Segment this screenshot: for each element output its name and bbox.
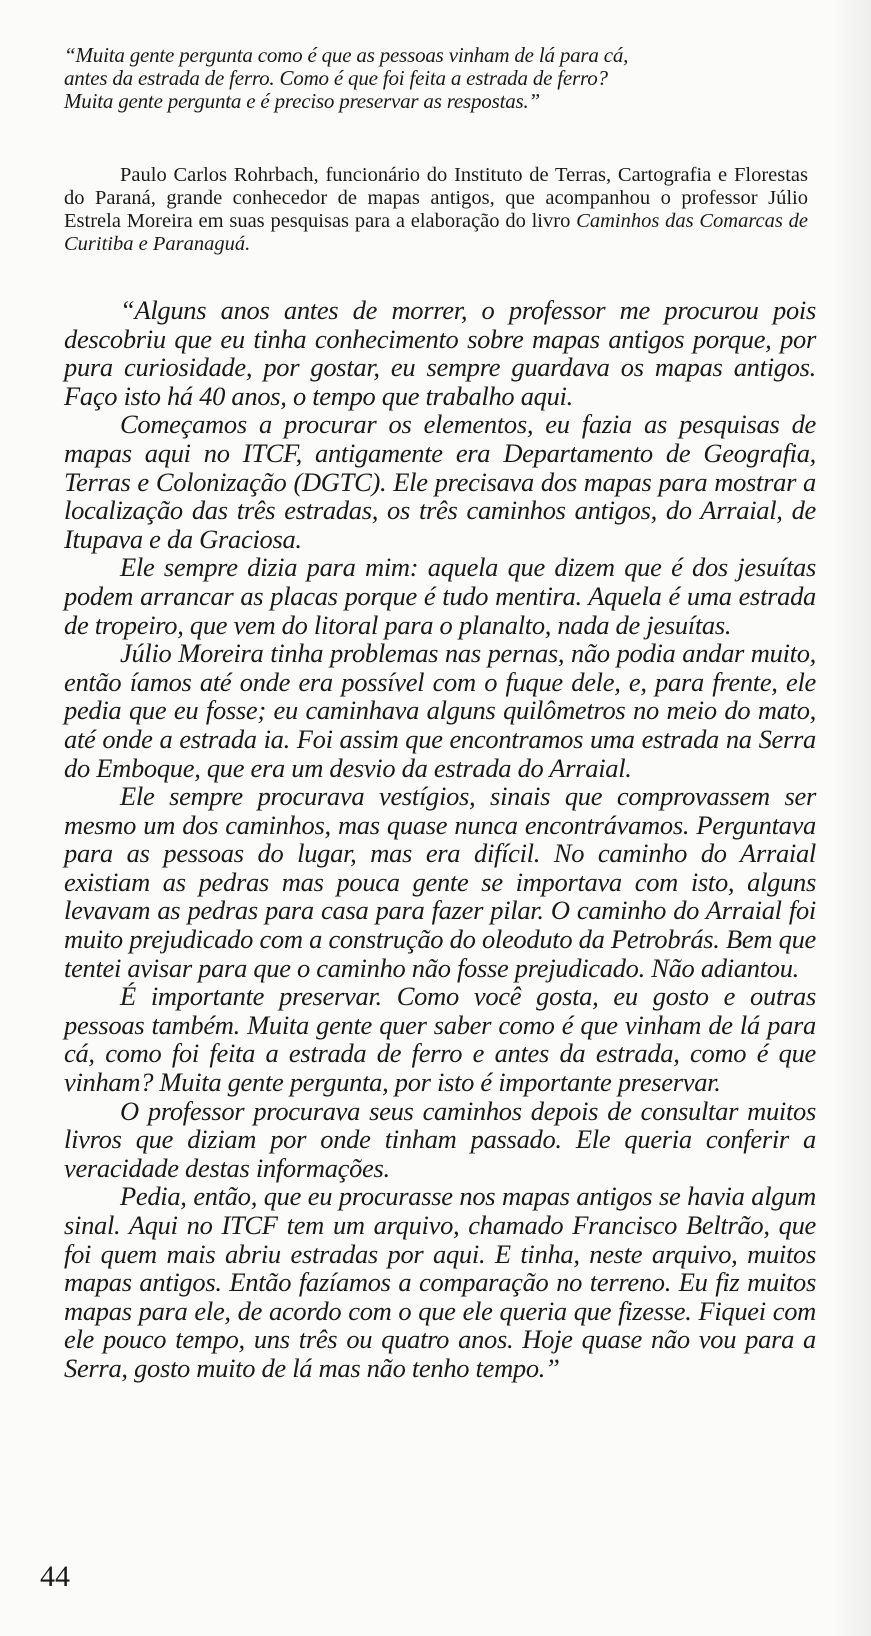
page-edge-shadow [831, 0, 871, 1636]
attribution-text: Paulo Carlos Rohrbach, funcionário do Instituto de Terras, Cartografia e Florestas do Paraná, grande conhecedor de mapas antigos, que acompanhou o professor Júlio Estrela Moreira em suas pesquisas para a elaboração do livro [64, 164, 808, 232]
book-title: Caminhos das Comarcas de Curitiba e Paranaguá. [64, 210, 809, 255]
attribution-paragraph [64, 164, 808, 256]
testimony-paragraph: O professor procurava seus caminhos depois de consultar muitos livros que diziam por onde tinham passado. Ele queria conferir a veracidade destas informações. [64, 1095, 816, 1183]
epigraph-quote: “Muita gente pergunta como é que as pessoas vinham de lá para cá, antes da estrada de ferro. Como é que foi feita a estrada de ferro? Muita gente pergunta e é preciso preservar as respostas.” [64, 43, 629, 113]
testimony-paragraph: Pedia, então, que eu procurasse nos mapas antigos se havia algum sinal. Aqui no ITCF tem um arquivo, chamado Francisco Beltrão, que foi quem mais abriu estradas por aqui. E tinha, neste arquivo, muitos mapas antigos. Então fazíamos a comparação no terreno. Eu fiz muitos mapas para ele, de acordo com o que ele queria que fizesse. Fiquei com ele pouco tempo, uns três ou quatro anos. Hoje quase não vou para a Serra, gosto muito de lá mas não tenho tempo.” [64, 1181, 816, 1383]
testimony-paragraph: Ele sempre procurava vestígios, sinais que comprovassem ser mesmo um dos caminhos, mas quase nunca encontrávamos. Perguntava para as pessoas do lugar, mas era difícil. No caminho do Arraial existiam as pedras mas pouca gente se importava com isto, alguns levavam as pedras para casa para fazer pilar. O caminho do Arraial foi muito prejudicado com a construção do oleoduto da Petrobrás. Bem que tentei avisar para que o caminho não fosse prejudicado. Não adiantou. [64, 781, 816, 983]
attribution-text-wrap [64, 164, 808, 256]
testimony-paragraph: Começamos a procurar os elementos, eu fazia as pesquisas de mapas aqui no ITCF, antigamente era Departamento de Geografia, Terras e Colonização (DGTC). Ele precisava dos mapas para mostrar a localização das três estradas, os três caminhos antigos, do Arraial, de Itupava e da Graciosa. [64, 409, 816, 554]
testimony-body [64, 296, 816, 1383]
testimony-paragraph: “Alguns anos antes de morrer, o professor me procurou pois descobriu que eu tinha conhecimento sobre mapas antigos porque, por pura curiosidade, por gostar, eu sempre guardava os mapas antigos. Faço isto há 40 anos, o tempo que trabalho aqui. [64, 295, 816, 411]
testimony-paragraph: É importante preservar. Como você gosta, eu gosto e outras pessoas também. Muita gente quer saber como é que vinham de lá para cá, como foi feita a estrada de ferro e antes da estrada, como é que vinham? Muita gente pergunta, por isto é importante preservar. [64, 981, 816, 1098]
testimony-paragraph: Júlio Moreira tinha problemas nas pernas, não podia andar muito, então íamos até onde era possível com o fuque dele, e, para frente, ele pedia que eu fosse; eu caminhava alguns quilômetros no meio do mato, até onde a estrada ia. Foi assim que encontramos uma estrada na Serra do Emboque, que era um desvio da estrada do Arraial. [64, 638, 816, 783]
testimony-paragraph: Ele sempre dizia para mim: aquela que dizem que é dos jesuítas podem arrancar as placas porque é tudo mentira. Aquela é uma estrada de tropeiro, que vem do litoral para o planalto, nada de jesuítas. [64, 552, 816, 640]
page-number: 44 [40, 1560, 70, 1593]
